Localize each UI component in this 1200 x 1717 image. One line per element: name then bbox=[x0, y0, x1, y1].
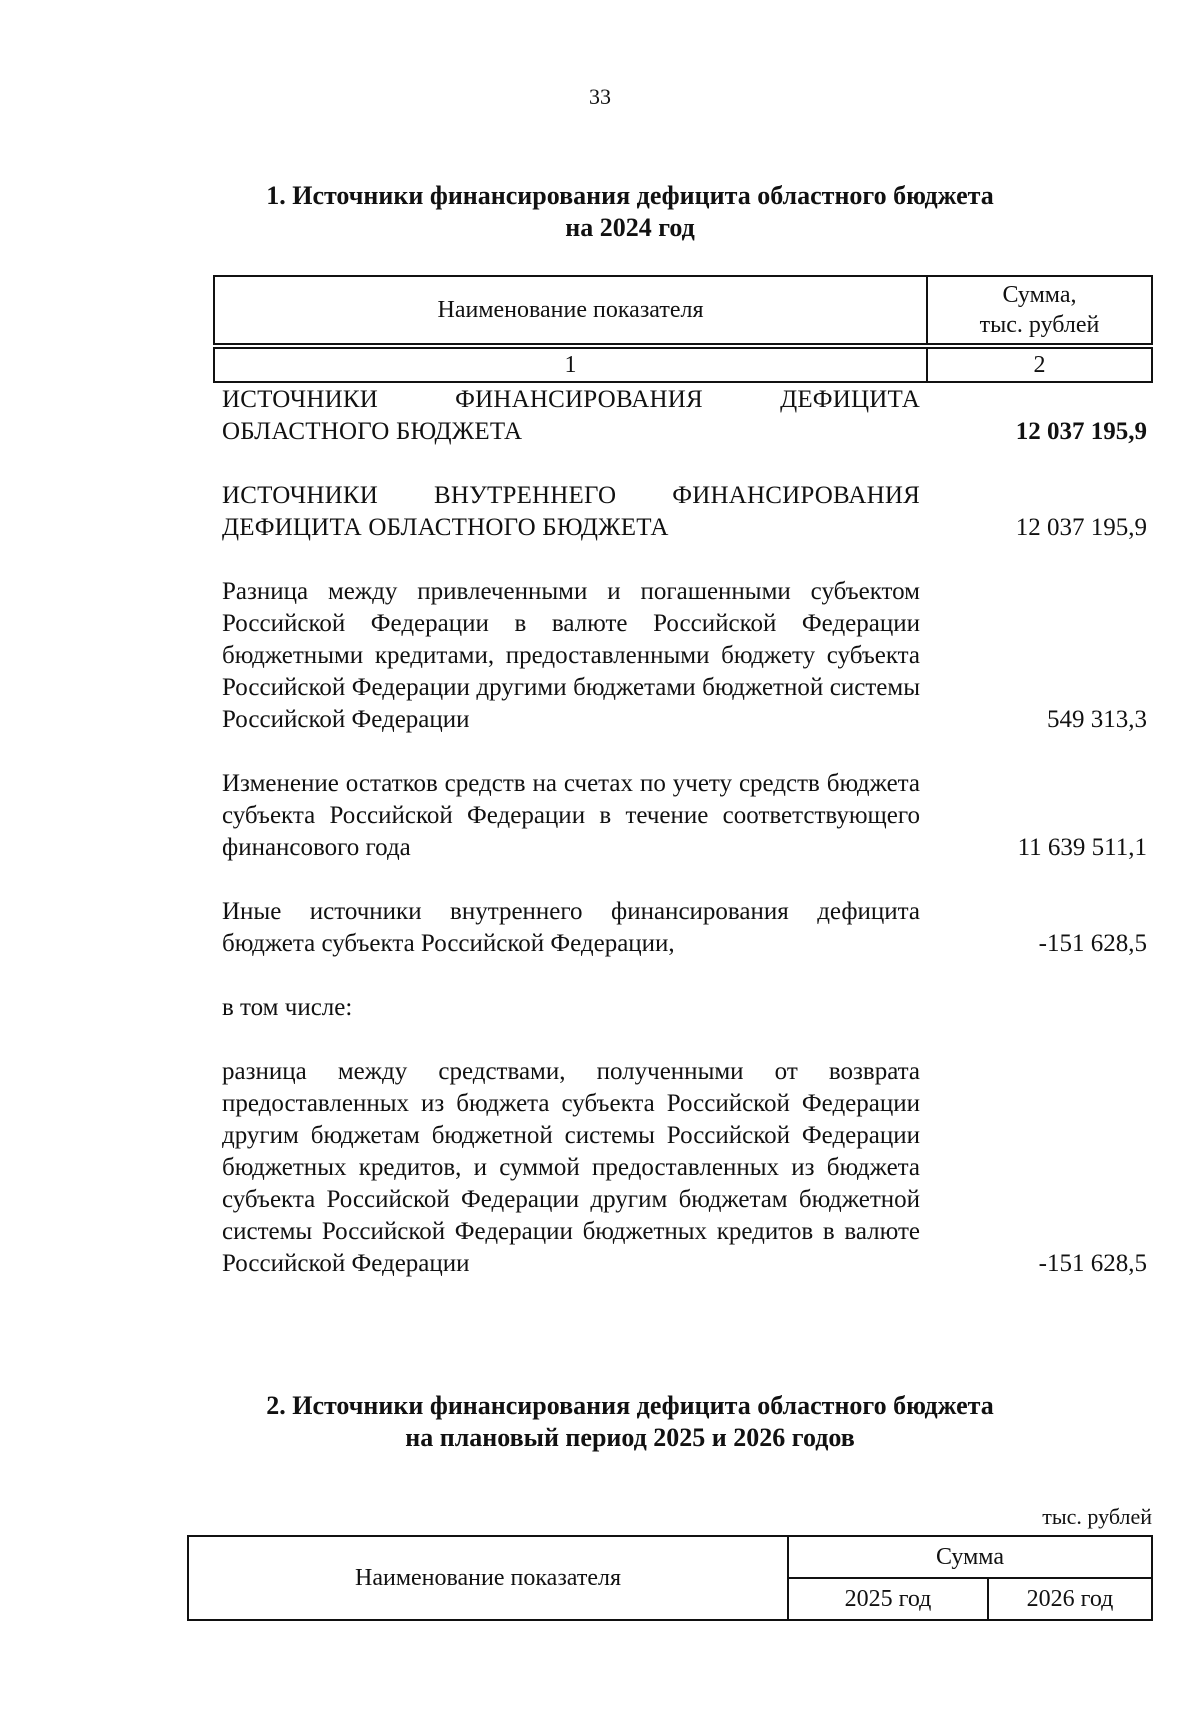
table1-header-sum-line1: Сумма, bbox=[1002, 282, 1077, 308]
row-label: ИСТОЧНИКИ ВНУТРЕННЕГО ФИНАНСИРОВАНИЯ ДЕФИЦИТА ОБЛАСТНОГО БЮДЖЕТА bbox=[222, 482, 920, 541]
section1-title-line2: на 2024 год bbox=[565, 213, 695, 242]
row-value: -151 628,5 bbox=[1038, 1250, 1147, 1277]
table1-header bbox=[213, 275, 1153, 345]
row-label: Иные источники внутреннего финансирования дефицита бюджета субъекта Российской Федерации, bbox=[222, 898, 920, 957]
table2-header-name: Наименование показателя bbox=[189, 1537, 789, 1619]
row-label: Разница между привлеченными и погашенными субъектом Российской Федерации в валюте Российской Федерации бюджетными кредитами, предоставленными бюджету субъекта Российской Федерации другими бюджетами бюджетной системы Российской Федерации bbox=[222, 578, 920, 733]
section2-title-line1: 2. Источники финансирования дефицита областного бюджета bbox=[266, 1391, 994, 1420]
table-row bbox=[222, 480, 1147, 544]
table-row bbox=[222, 1056, 1147, 1280]
table-row bbox=[222, 384, 1147, 448]
table1-header-name: Наименование показателя bbox=[215, 277, 928, 343]
page-number: 33 bbox=[589, 84, 611, 109]
units-note: тыс. рублей bbox=[1042, 1504, 1152, 1529]
table2-header-sum: Сумма bbox=[789, 1537, 1151, 1579]
table1-column-number-1: 1 bbox=[215, 349, 928, 381]
table1-header-sum bbox=[928, 277, 1151, 343]
section1-title bbox=[210, 180, 1050, 244]
table2-header bbox=[187, 1535, 1153, 1621]
table1-header-sum-line2: тыс. рублей bbox=[979, 312, 1100, 338]
section2-title bbox=[210, 1390, 1050, 1454]
row-value: 12 037 195,9 bbox=[1015, 514, 1147, 541]
table1-body bbox=[222, 384, 1147, 1312]
table2-header-year-2025: 2025 год bbox=[789, 1579, 989, 1619]
row-label: ИСТОЧНИКИ ФИНАНСИРОВАНИЯ ДЕФИЦИТА ОБЛАСТНОГО БЮДЖЕТА bbox=[222, 386, 920, 445]
row-label: разница между средствами, полученными от возврата предоставленных из бюджета субъекта Российской Федерации другим бюджетам бюджетной системы Российской Федерации бюджетных кредитов, и суммой предоставленных из бюджета субъекта Российской Федерации другим бюджетам бюджетной системы Российской Федерации бюджетных кредитов в валюте Российской Федерации bbox=[222, 1058, 920, 1277]
table-row bbox=[222, 576, 1147, 736]
row-label: Изменение остатков средств на счетах по учету средств бюджета субъекта Российской Федерации в течение соответствующего финансового года bbox=[222, 770, 920, 861]
table-row bbox=[222, 768, 1147, 864]
section2-title-line2: на плановый период 2025 и 2026 годов bbox=[405, 1423, 855, 1452]
row-label: в том числе: bbox=[222, 994, 353, 1021]
table-row bbox=[222, 896, 1147, 960]
table-row bbox=[222, 992, 1147, 1024]
table2-header-year-2026: 2026 год bbox=[1026, 1586, 1114, 1612]
row-value: 549 313,3 bbox=[1047, 706, 1147, 733]
row-value: 11 639 511,1 bbox=[1017, 834, 1147, 861]
row-value: 12 037 195,9 bbox=[1015, 418, 1147, 445]
table1-column-numbers bbox=[213, 347, 1153, 383]
section1-title-line1: 1. Источники финансирования дефицита областного бюджета bbox=[266, 181, 994, 210]
table1-column-number-2: 2 bbox=[1033, 352, 1046, 378]
row-value: -151 628,5 bbox=[1038, 930, 1147, 957]
